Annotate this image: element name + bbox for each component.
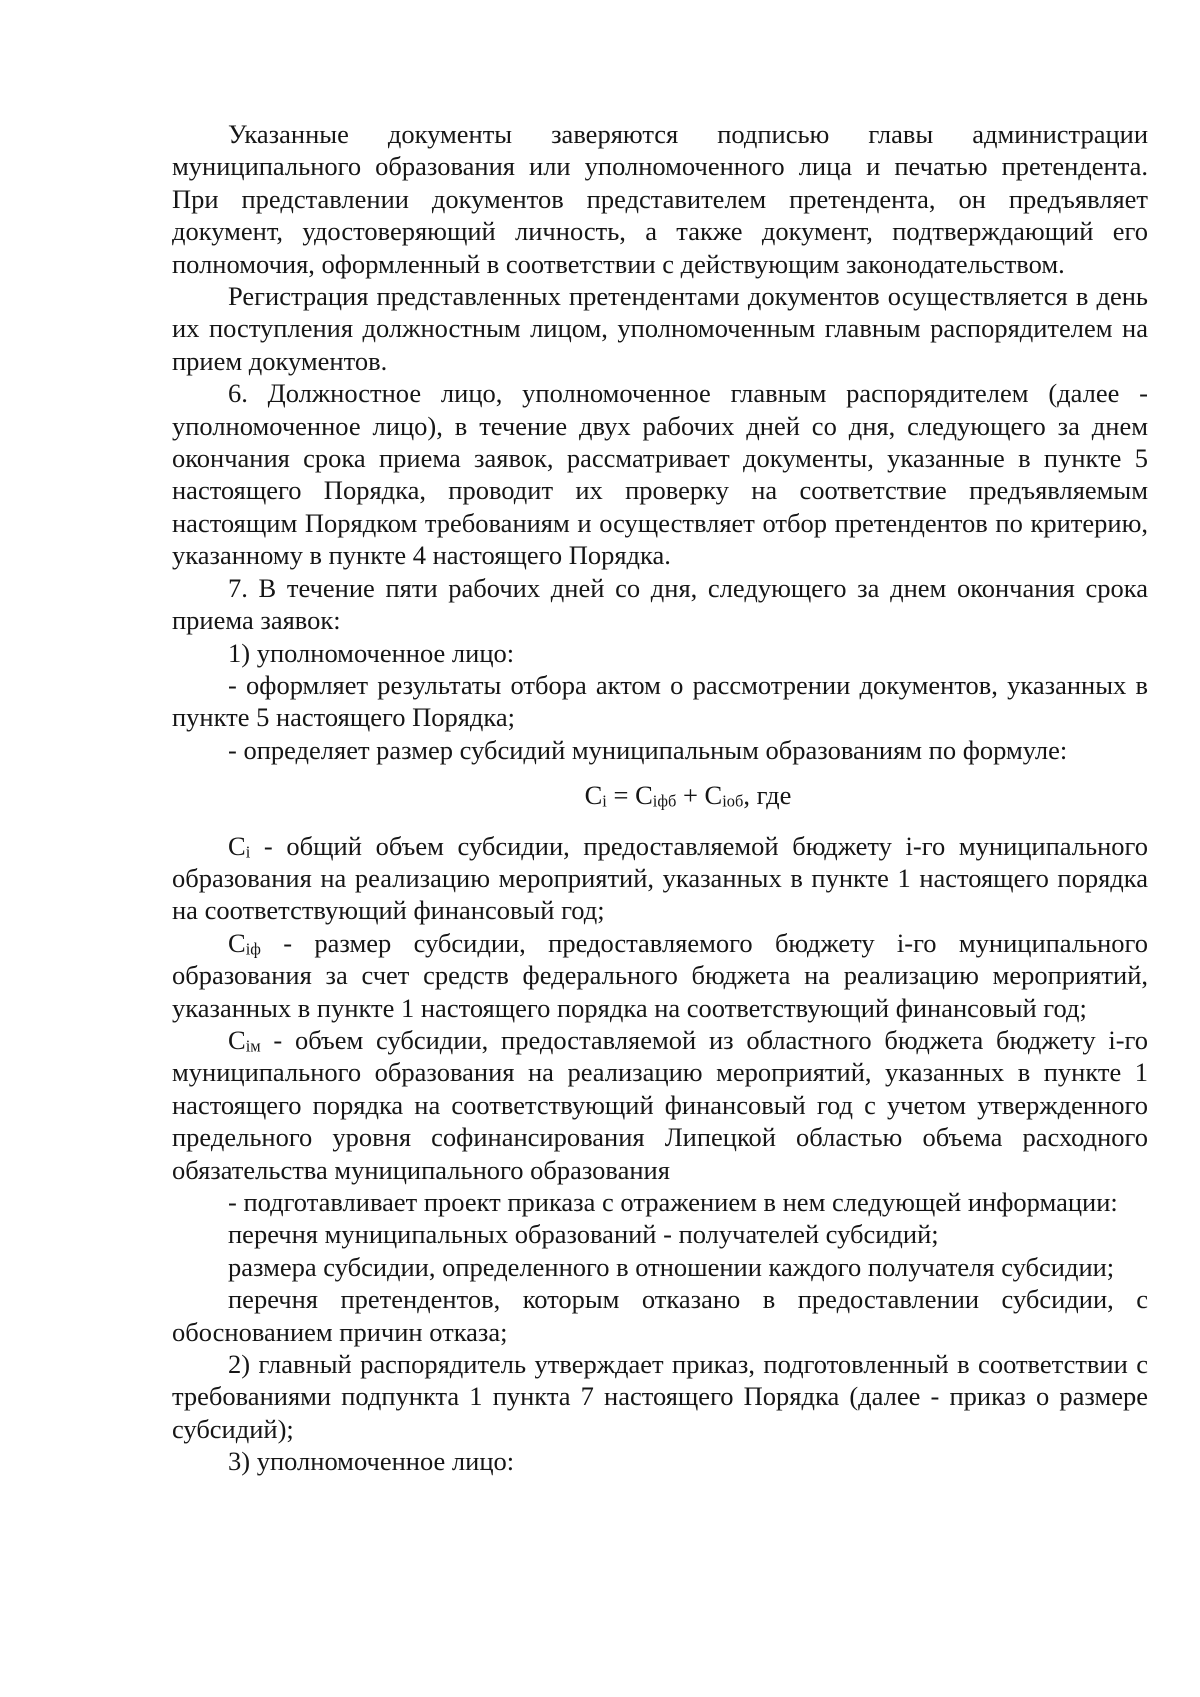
- definition-symbol-sub: i: [245, 841, 251, 861]
- formula-tail: , где: [743, 780, 792, 811]
- definition-regional-subsidy: [172, 1024, 1148, 1186]
- definition-symbol: C: [228, 830, 246, 861]
- paragraph-recipients-list: перечня муниципальных образований - получателей субсидий;: [228, 1219, 939, 1250]
- definition-symbol-sub: iф: [245, 939, 261, 959]
- paragraph-registration: Регистрация представленных претендентами документов осуществляется в день их поступления должностным лицом, уполномоченным главным распорядителем на прием документов.: [172, 281, 1148, 376]
- subsidy-formula: [172, 779, 1148, 811]
- paragraph-subitem-3: 3) уполномоченное лицо:: [228, 1446, 515, 1477]
- formula-term-2: C: [704, 780, 723, 811]
- paragraph-draft-order: - подготавливает проект приказа с отражением в нем следующей информации:: [228, 1187, 1118, 1217]
- definition-federal-subsidy: [172, 927, 1148, 1024]
- definition-symbol: C: [228, 1024, 246, 1055]
- definition-symbol-sub: iм: [245, 1036, 261, 1056]
- paragraph-formula-intro: - определяет размер субсидий муниципальным образованиям по формуле:: [228, 734, 1068, 765]
- definition-symbol: C: [228, 927, 246, 958]
- paragraph-documents-certification: Указанные документы заверяются подписью главы администрации муниципального образования или уполномоченного лица и печатью претендента. При представлении документов представителем претендента, он предъявляет документ, удостоверяющий личность, а также документ, подтверждающий его полномочия, оформленный в соответствии с действующим законодательством.: [172, 119, 1148, 279]
- definition-text: - объем субсидии, предоставляемой из областного бюджета бюджету i-го муниципального образования на реализацию мероприятий, указанных в пункте 1 настоящего порядка на соответствующий финансовый год с учетом утвержденного предельного уровня софинансирования Липецкой областью объема расходного обязательства муниципального образования: [172, 1024, 1148, 1185]
- paragraph-item-7: 7. В течение пяти рабочих дней со дня, следующего за днем окончания срока приема заявок:: [172, 572, 1148, 636]
- formula-term-1: C: [635, 780, 653, 811]
- paragraph-refused-applicants: перечня претендентов, которым отказано в предоставлении субсидии, с обоснованием причин отказа;: [172, 1284, 1148, 1347]
- definition-text: - общий объем субсидии, предоставляемой бюджету i-го муниципального образования на реализацию мероприятий, указанных в пункте 1 настоящего порядка на соответствующий финансовый год;: [172, 830, 1148, 926]
- definition-text: - размер субсидии, предоставляемого бюджету i-го муниципального образования за счет средств федерального бюджета на реализацию мероприятий, указанных в пункте 1 настоящего порядка на соответствующий финансовый год;: [172, 927, 1148, 1023]
- formula-term-2-sub: iоб: [722, 791, 744, 811]
- document-page: [172, 118, 1148, 1478]
- paragraph-item-6: 6. Должностное лицо, уполномоченное главным распорядителем (далее - уполномоченное лицо), в течение двух рабочих дней со дня, следующего за днем окончания срока приема заявок, рассматривает документы, указанные в пункте 5 настоящего Порядка, проводит их проверку на соответствие предъявляемым настоящим Порядком требованиям и осуществляет отбор претендентов по критерию, указанному в пункте 4 настоящего Порядка.: [172, 378, 1148, 571]
- paragraph-subsidy-size: размера субсидии, определенного в отношении каждого получателя субсидии;: [228, 1251, 1115, 1282]
- paragraph-subitem-1: 1) уполномоченное лицо:: [228, 637, 515, 668]
- paragraph-subitem-2: 2) главный распорядитель утверждает приказ, подготовленный в соответствии с требованиями подпункта 1 пункта 7 настоящего Порядка (далее - приказ о размере субсидий);: [172, 1349, 1148, 1444]
- formula-lhs: C: [584, 780, 603, 811]
- definition-total-subsidy: [172, 830, 1148, 927]
- formula-equals: =: [606, 780, 636, 811]
- paragraph-act-of-review: - оформляет результаты отбора актом о рассмотрении документов, указанных в пункте 5 настоящего Порядка;: [172, 669, 1148, 733]
- formula-lhs-sub: i: [602, 791, 607, 811]
- formula-term-1-sub: iфб: [652, 791, 677, 811]
- formula-plus: +: [676, 780, 705, 811]
